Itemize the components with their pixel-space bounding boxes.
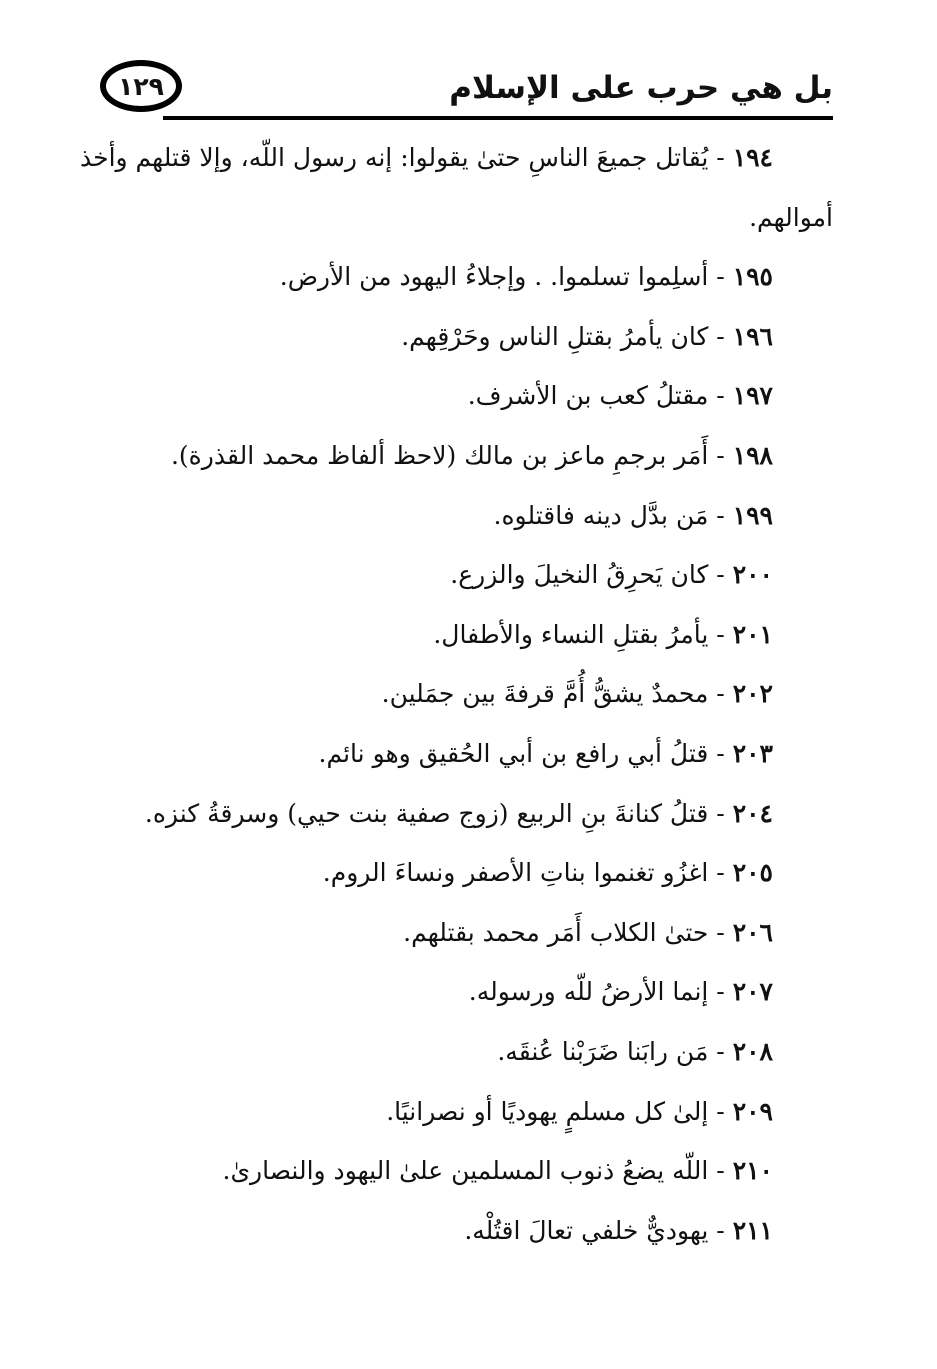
item-number: ٢٠٦ (732, 917, 773, 947)
item-number: ٢٠٩ (732, 1096, 773, 1126)
list-item: ٢٠١ - يأمرُ بقتلِ النساء والأطفال. (433, 619, 773, 649)
item-number: ١٩٩ (732, 500, 773, 530)
list-item: ١٩٨ - أَمَر برجمِ ماعز بن مالك (لاحظ ألفاظ محمد القذرة). (170, 440, 773, 470)
item-number: ٢١٠ (732, 1156, 773, 1186)
item-text: يهوديٌّ خلفي تعالَ اقتُلْه. (464, 1215, 709, 1245)
page-number-badge (100, 60, 182, 112)
item-text: محمدٌ يشقُّ أُمَّ قرفةَ بين جمَلين. (381, 679, 709, 709)
item-text: قتلُ أبي رافع بن أبي الحُقيق وهو نائم. (318, 738, 709, 768)
item-number: ١٩٨ (732, 440, 773, 470)
item-number: ١٩٦ (732, 321, 773, 351)
item-number: ٢٠٢ (732, 679, 773, 709)
running-title: بل هي حرب على الإسلام (449, 70, 833, 106)
header-rule (163, 116, 833, 120)
list-item: ٢٠٠ - كان يَحرِقُ النخيلَ والزرع. (450, 560, 773, 590)
item-number: ٢٠٤ (732, 798, 773, 828)
list-item: ١٩٩ - مَن بدَّل دينه فاقتلوه. (493, 500, 773, 530)
item-text: إنما الأرضُ للّه ورسوله. (468, 977, 709, 1007)
item-text: كان يأمرُ بقتلِ الناس وحَرْقِهم. (401, 321, 709, 351)
item-text: أسلِموا تسلموا. . وإجلاءُ اليهود من الأرض. (279, 262, 709, 292)
item-number: ٢٠٥ (732, 858, 773, 888)
list-item: ٢١١ - يهوديٌّ خلفي تعالَ اقتُلْه. (464, 1215, 773, 1245)
item-text: حتىٰ الكلاب أَمَر محمد بقتلهم. (403, 917, 709, 947)
item-number: ٢٠٧ (732, 977, 773, 1007)
item-text: مقتلُ كعب بن الأشرف. (467, 381, 709, 411)
list-item: ٢٠٥ - اغزُو تغنموا بناتِ الأصفر ونساءَ الروم. (322, 858, 773, 888)
item-number: ٢٠٣ (732, 738, 773, 768)
list-item: ٢٠٤ - قتلُ كنانةَ بنِ الربيع (زوج صفية بنت حيي) وسرقةُ كنزه. (144, 798, 773, 828)
item-number: ١٩٧ (732, 381, 773, 411)
item-text: يأمرُ بقتلِ النساء والأطفال. (433, 619, 709, 649)
list-item: ٢٠٢ - محمدٌ يشقُّ أُمَّ قرفةَ بين جمَلين. (381, 679, 773, 709)
list-item: ٢٠٨ - مَن رابَنا ضَرَبْنا عُنقَه. (497, 1036, 773, 1066)
item-text: إلىٰ كل مسلمٍ يهوديًا أو نصرانيًا. (386, 1096, 709, 1126)
item-number: ٢٠١ (732, 619, 773, 649)
list-item: ١٩٤ - يُقاتل جميعَ الناسِ حتىٰ يقولوا: إنه رسول اللّه، وإلا قتلهم وأخذ أموالهم. (80, 143, 833, 232)
item-number: ٢٠٨ (732, 1036, 773, 1066)
list-item: ١٩٦ - كان يأمرُ بقتلِ الناس وحَرْقِهم. (401, 321, 773, 351)
item-text: أَمَر برجمِ ماعز بن مالك (لاحظ ألفاظ محمد القذرة). (170, 440, 709, 470)
list-item: ٢٠٧ - إنما الأرضُ للّه ورسوله. (468, 977, 773, 1007)
list-item: ٢٠٦ - حتىٰ الكلاب أَمَر محمد بقتلهم. (403, 917, 773, 947)
item-text: اغزُو تغنموا بناتِ الأصفر ونساءَ الروم. (322, 858, 709, 888)
item-text: مَن رابَنا ضَرَبْنا عُنقَه. (497, 1036, 709, 1066)
item-text: مَن بدَّل دينه فاقتلوه. (493, 500, 709, 530)
numbered-list (60, 128, 833, 1260)
item-number: ١٩٤ (732, 143, 773, 172)
item-text: قتلُ كنانةَ بنِ الربيع (زوج صفية بنت حيي) وسرقةُ كنزه. (144, 798, 709, 828)
item-number: ٢٠٠ (732, 560, 773, 590)
list-item: ١٩٧ - مقتلُ كعب بن الأشرف. (467, 381, 773, 411)
item-number: ٢١١ (732, 1215, 773, 1245)
page-number: ١٢٩ (118, 71, 164, 101)
list-item: ٢٠٩ - إلىٰ كل مسلمٍ يهوديًا أو نصرانيًا. (386, 1096, 773, 1126)
item-number: ١٩٥ (732, 262, 773, 292)
item-text: اللّه يضعُ ذنوب المسلمين علىٰ اليهود والنصارىٰ. (222, 1156, 709, 1186)
list-item: ١٩٥ - أسلِموا تسلموا. . وإجلاءُ اليهود من الأرض. (279, 262, 773, 292)
item-text: كان يَحرِقُ النخيلَ والزرع. (450, 560, 709, 590)
list-item: ٢١٠ - اللّه يضعُ ذنوب المسلمين علىٰ اليهود والنصارىٰ. (222, 1156, 773, 1186)
item-text: يُقاتل جميعَ الناسِ حتىٰ يقولوا: إنه رسول اللّه، وإلا قتلهم وأخذ أموالهم. (80, 143, 833, 232)
list-item: ٢٠٣ - قتلُ أبي رافع بن أبي الحُقيق وهو نائم. (318, 738, 773, 768)
